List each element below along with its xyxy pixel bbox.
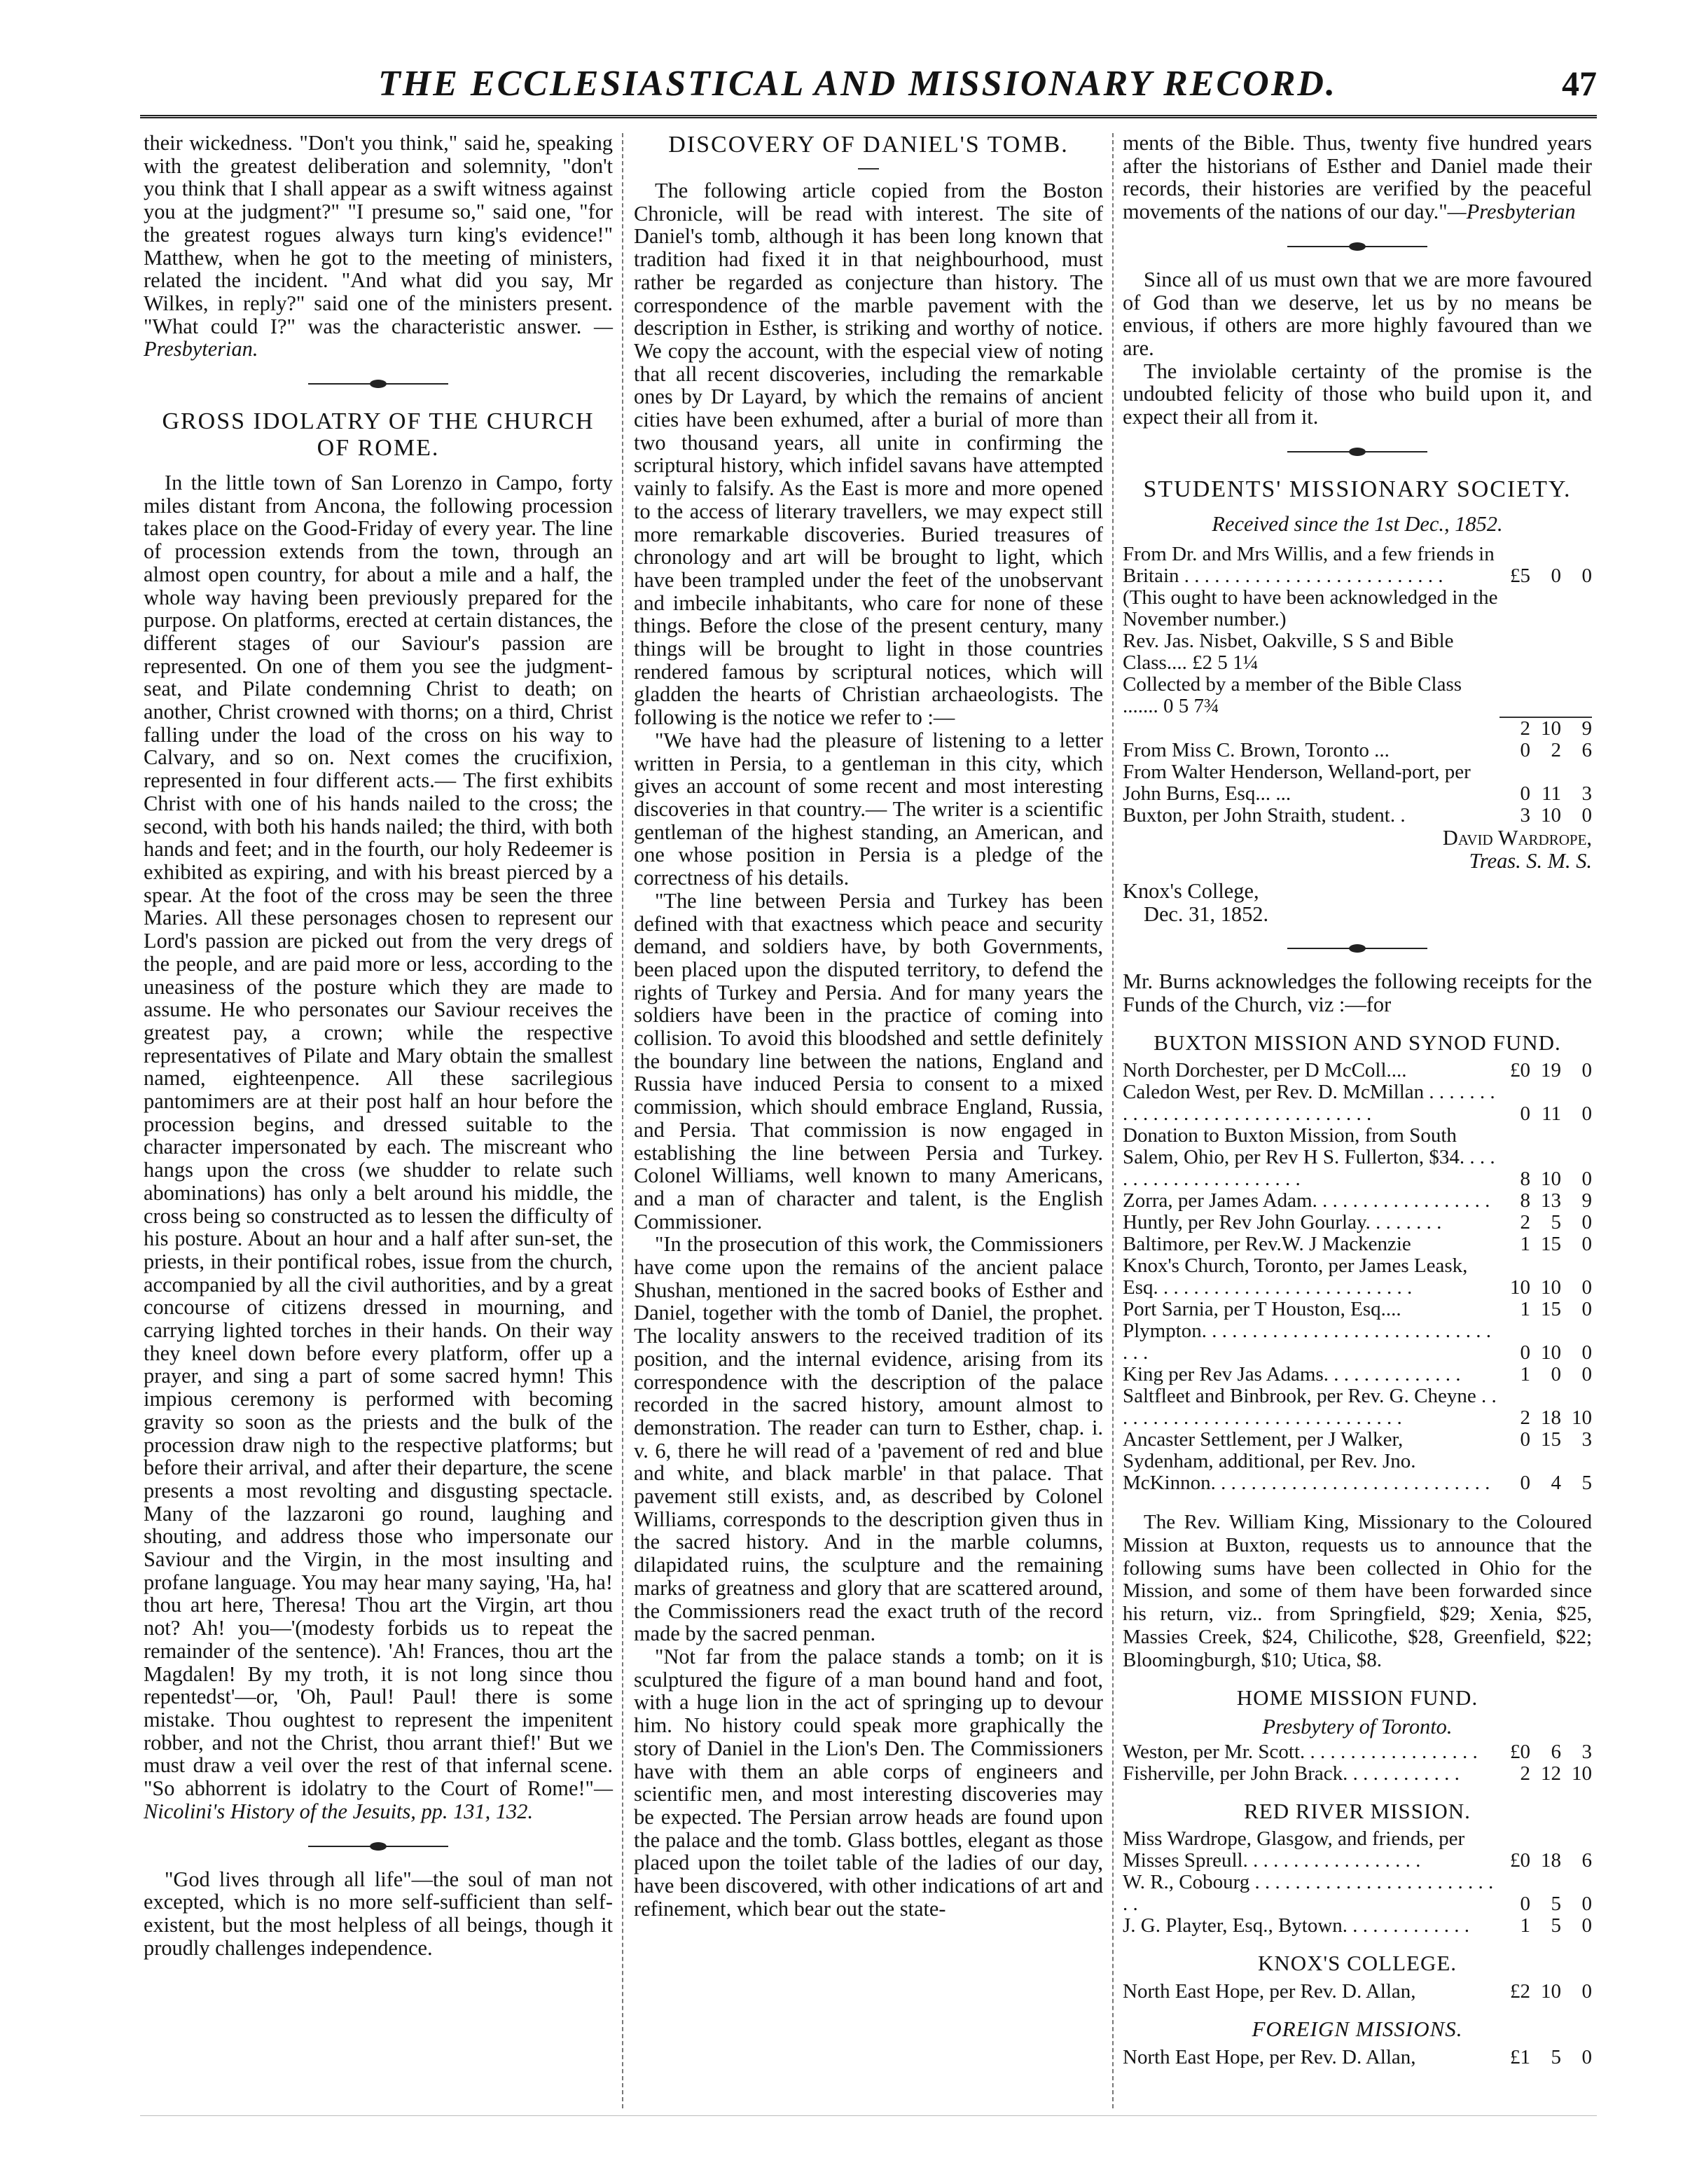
table-row xyxy=(1123,1081,1592,1125)
section-subheading: Presbytery of Toronto. xyxy=(1262,1714,1453,1739)
row-description: (This ought to have been acknowledged in the November number.) xyxy=(1123,586,1498,631)
amount-shillings: 4 xyxy=(1551,1472,1561,1495)
table-row xyxy=(1123,1320,1592,1364)
amount-shillings: 10 xyxy=(1530,717,1561,740)
row-description: Collected by a member of the Bible Class ....... 0 5 7¾ xyxy=(1123,673,1462,718)
amount-shillings: 10 xyxy=(1541,1276,1561,1299)
amount-pounds: 1 xyxy=(1520,1233,1530,1256)
section-heading: BUXTON MISSION AND SYNOD FUND. xyxy=(1154,1030,1561,1055)
row-description: Ancaster Settlement, per J Walker, xyxy=(1123,1428,1404,1451)
amount-shillings: 10 xyxy=(1541,1980,1561,2003)
paragraph: The inviolable certainty of the promise is the undoubted felicity of those who build upon it, and expect their all from it. xyxy=(1123,359,1592,429)
amount-pence: 0 xyxy=(1581,1298,1592,1321)
amount-shillings: 19 xyxy=(1541,1059,1561,1082)
table-row xyxy=(1123,1255,1592,1299)
receipts-table xyxy=(1123,1741,1592,1785)
row-description: Weston, per Mr. Scott. . . . . . . . . . . . . . . . . . xyxy=(1123,1740,1478,1763)
paragraph xyxy=(1123,132,1592,223)
row-description: King per Rev Jas Adams. . . . . . . . . . . . . . xyxy=(1123,1363,1461,1386)
amount-shillings: 13 xyxy=(1541,1189,1561,1212)
section-heading: HOME MISSION FUND. xyxy=(1236,1685,1478,1710)
short-rule xyxy=(858,168,879,170)
paragraph-text: ments of the Bible. Thus, twenty five hundred years after the historians of Esther and Daniel made their records, their histories are verified by the peaceful movements of the nations of our day." xyxy=(1123,131,1592,224)
amount-shillings xyxy=(1530,630,1561,674)
amount-pounds: 2 xyxy=(1520,1407,1530,1430)
amount-shillings xyxy=(1530,587,1561,630)
amount-shillings: 15 xyxy=(1541,1428,1561,1451)
amount-pounds: £5 xyxy=(1510,565,1530,588)
column-2 xyxy=(634,132,1103,1920)
amount-pence: 10 xyxy=(1572,1762,1592,1785)
amount-pence: 5 xyxy=(1581,1472,1592,1495)
row-description: North East Hope, per Rev. D. Allan, xyxy=(1123,2045,1416,2068)
section-heading: FOREIGN MISSIONS. xyxy=(1252,2017,1463,2042)
amount-pounds: £0 xyxy=(1510,1059,1530,1082)
signature-title: Treas. S. M. S. xyxy=(1469,849,1592,873)
amount-shillings: 11 xyxy=(1542,1103,1561,1126)
row-description: Knox's Church, Toronto, per James Leask, Esq. . . . . . . . . . . . . . . . . . . . . . . . . . xyxy=(1123,1255,1468,1299)
column-divider-1 xyxy=(622,133,623,2108)
amount-shillings: 2 xyxy=(1551,739,1561,762)
amount-pounds xyxy=(1499,674,1530,717)
amount-pence: 10 xyxy=(1572,1407,1592,1430)
amount-shillings: 18 xyxy=(1541,1849,1561,1872)
row-description: J. G. Playter, Esq., Bytown. . . . . . . . . . . . . xyxy=(1123,1914,1470,1937)
table-row xyxy=(1123,544,1592,587)
amount-pounds: 0 xyxy=(1520,1341,1530,1364)
row-description: Donation to Buxton Mission, from South Salem, Ohio, per Rev H S. Fullerton, $34. . . . . . . . . . . . . . . . . . . . . . xyxy=(1123,1124,1495,1191)
table-row xyxy=(1123,674,1592,717)
amount-pence xyxy=(1561,674,1592,717)
paragraph: "Not far from the palace stands a tomb; on it is sculptured the figure of a man bound hand and foot, with a huge lion in the act of springing up to devour him. No history could speak more graphically the story of Daniel in the Lion's Den. The Commissioners have with them an able corps of engineers and scientific men, and most interesting discoveries may be expected. The Persian arrow heads are found upon the palace and the tomb. Glass bottles, elegant as those placed upon the toilet table of the ladies of our day, have been discovered, with other indications of art and refinement, which bear out the state- xyxy=(634,1645,1103,1921)
ornament-divider-icon xyxy=(308,1841,448,1851)
row-description: Rev. Jas. Nisbet, Oakville, S S and Bible Class.... £2 5 1¼ xyxy=(1123,630,1454,675)
table-row xyxy=(1123,630,1592,674)
column-1 xyxy=(144,132,613,1959)
amount-pence xyxy=(1561,587,1592,630)
receipts-table xyxy=(1123,1981,1592,2003)
section-heading: STUDENTS' MISSIONARY SOCIETY. xyxy=(1143,476,1572,502)
amount-shillings: 11 xyxy=(1542,782,1561,806)
amount-pounds: 2 xyxy=(1520,1211,1530,1234)
table-row xyxy=(1123,717,1592,740)
amount-pounds: 8 xyxy=(1520,1189,1530,1212)
amount-pounds: 1 xyxy=(1520,1914,1530,1937)
source-citation: —Presbyterian xyxy=(1447,200,1576,224)
amount-pence: 3 xyxy=(1581,1428,1592,1451)
amount-pounds: 8 xyxy=(1520,1168,1530,1191)
bottom-rule xyxy=(140,2115,1597,2116)
amount-shillings: 10 xyxy=(1541,1168,1561,1191)
header-rule xyxy=(140,115,1597,118)
amount-pence: 6 xyxy=(1581,739,1592,762)
row-description: North East Hope, per Rev. D. Allan, xyxy=(1123,1980,1416,2003)
paragraph: "The line between Persia and Turkey has been defined with that exactness which peace and security demand, and soldiers have, by both Governments, been placed upon the disputed territory, to defend the rights of Turkey and Persia. And for many years the soldiers have been in the practice of coming into collision. To avoid this bloodshed and settle definitely the boundary line between the nations, England and Russia have induced Persia to consent to a mixed commission, which should embrace England, Russia, and Persia. That commission is now engaged in establishing the line between Persia and Turkey. Colonel Williams, well known to many Americans, and a man of character and talent, is the English Commissioner. xyxy=(634,888,1103,1233)
amount-pence: 0 xyxy=(1581,1276,1592,1299)
row-description: Caledon West, per Rev. D. McMillan . . . . . . . . . . . . . . . . . . . . . . . . . . . . . . . . xyxy=(1123,1081,1495,1126)
amount-pounds: 0 xyxy=(1520,1472,1530,1495)
amount-shillings: 15 xyxy=(1541,1298,1561,1321)
amount-shillings: 12 xyxy=(1541,1762,1561,1785)
amount-shillings xyxy=(1530,674,1561,717)
amount-pence: 9 xyxy=(1581,1189,1592,1212)
amount-pence xyxy=(1561,630,1592,674)
paragraph-text: their wickedness. "Don't you think," said he, speaking with the greatest deliberation and solemnity, "don't you think that I shall appear as a swift witness against you at the judgment?" "I presume so," said one, "for the greatest rogues always turn king's evidence!" Matthew, when he got to the meeting of ministers, related the incident. "And what did you say, Mr Wilkes, in reply?" said one of the ministers present. "What could I?" was the characteristic answer. xyxy=(144,131,613,338)
amount-shillings: 5 xyxy=(1551,1914,1561,1937)
amount-pounds: £2 xyxy=(1510,1980,1530,2003)
amount-pence: 0 xyxy=(1581,1914,1592,1937)
amount-pence: 0 xyxy=(1581,1233,1592,1256)
amount-pence: 0 xyxy=(1581,1103,1592,1126)
row-description: Port Sarnia, per T Houston, Esq.... xyxy=(1123,1298,1401,1321)
row-description: Baltimore, per Rev.W. J Mackenzie xyxy=(1123,1233,1411,1256)
amount-pounds xyxy=(1499,630,1530,674)
column-3 xyxy=(1123,132,1592,2068)
amount-pounds: 10 xyxy=(1510,1276,1530,1299)
amount-pence: 0 xyxy=(1581,1059,1592,1082)
receipts-table xyxy=(1123,1060,1592,1494)
amount-pence: 0 xyxy=(1581,1363,1592,1386)
amount-shillings: 18 xyxy=(1541,1407,1561,1430)
ornament-divider-icon xyxy=(308,379,448,389)
row-description: Saltfleet and Binbrook, per Rev. G. Cheyne . . . . . . . . . . . . . . . . . . . . . . . . . . . . . . xyxy=(1123,1385,1497,1430)
amount-pence: 3 xyxy=(1581,1740,1592,1763)
table-row xyxy=(1123,1451,1592,1494)
dateline xyxy=(1123,880,1592,925)
paragraph: "God lives through all life"—the soul of man not excepted, which is no more self-sufficient than self-existent, but the most helpless of all beings, though it proudly challenges independence. xyxy=(144,1867,613,1960)
page-header xyxy=(140,63,1597,119)
ornament-divider-icon xyxy=(1287,944,1427,953)
amount-pounds: 0 xyxy=(1520,1428,1530,1451)
row-description: From Miss C. Brown, Toronto ... xyxy=(1123,739,1390,762)
amount-pence: 3 xyxy=(1581,782,1592,806)
amount-pence: 0 xyxy=(1581,1893,1592,1916)
row-description: From Walter Henderson, Welland-port, per John Burns, Esq... ... xyxy=(1123,761,1471,806)
row-description xyxy=(1123,717,1499,740)
receipts-table xyxy=(1123,1828,1592,1937)
amount-shillings: 5 xyxy=(1551,1211,1561,1234)
row-description: Plympton. . . . . . . . . . . . . . . . . . . . . . . . . . . . . . . . xyxy=(1123,1320,1492,1364)
table-row xyxy=(1123,740,1592,761)
table-row xyxy=(1123,587,1592,630)
receipts-table xyxy=(1123,2047,1592,2068)
row-description: Huntly, per Rev John Gourlay. . . . . . . . xyxy=(1123,1211,1442,1234)
table-row xyxy=(1123,1981,1592,2003)
source-citation: —Presbyterian. xyxy=(144,314,613,361)
table-row xyxy=(1123,1385,1592,1429)
table-row xyxy=(1123,805,1592,827)
amount-pence: 0 xyxy=(1581,1341,1592,1364)
running-title: THE ECCLESIASTICAL AND MISSIONARY RECORD. xyxy=(378,64,1337,104)
amount-pence: 0 xyxy=(1581,1168,1592,1191)
amount-pence: 0 xyxy=(1581,1980,1592,2003)
ornament-divider-icon xyxy=(1287,242,1427,251)
amount-pounds: £1 xyxy=(1510,2045,1530,2068)
paragraph: Mr. Burns acknowledges the following receipts for the Funds of the Church, viz :—for xyxy=(1123,969,1592,1016)
table-row xyxy=(1123,1364,1592,1385)
row-description: W. R., Cobourg . . . . . . . . . . . . . . . . . . . . . . . . . . xyxy=(1123,1871,1494,1916)
table-row xyxy=(1123,1233,1592,1255)
amount-shillings: 15 xyxy=(1541,1233,1561,1256)
paragraph: "We have had the pleasure of listening to a letter written in Persia, to a gentleman in this city, which gives an account of some recent and most interesting discoveries in that country.— The writer is a scientific gentleman of the highest standing, an American, and one whose position in Persia is a pledge of the correctness of his details. xyxy=(634,728,1103,890)
amount-pounds: 2 xyxy=(1499,717,1530,740)
table-row xyxy=(1123,1763,1592,1785)
table-row xyxy=(1123,1060,1592,1081)
amount-pence: 6 xyxy=(1581,1849,1592,1872)
table-row xyxy=(1123,1299,1592,1320)
row-description: Buxton, per John Straith, student. . xyxy=(1123,804,1406,827)
amount-pounds: 1 xyxy=(1520,1298,1530,1321)
amount-pounds: £0 xyxy=(1510,1740,1530,1763)
paragraph xyxy=(144,471,613,1823)
amount-pounds: 0 xyxy=(1520,782,1530,806)
table-row xyxy=(1123,761,1592,805)
row-description: North Dorchester, per D McColl.... xyxy=(1123,1059,1407,1082)
amount-pounds: 3 xyxy=(1520,804,1530,827)
column-divider-2 xyxy=(1112,133,1114,2108)
paragraph-text: In the little town of San Lorenzo in Campo, forty miles distant from Ancona, the following procession takes place on the Good-Friday of every year. The line of procession extends from the town, through an almost open country, for about a mile and a half, the whole way having been previously prepared for the purpose. On platforms, erected at certain distances, the different stages of our Saviour's passion are represented. On one of them you see the judgment-seat, and Pilate condemning Christ to death; on another, Christ crowned with thorns; on a third, Christ falling under the load of the cross on his way to Calvary, and so on. Next comes the crucifixion, represented in four different acts.— The first exhibits Christ with one of his hands nailed to the cross; the second, with both his hands nailed; the third, with both hands and feet; and in the fourth, our holy Redeemer is exhibited as expiring, and with his breast pierced by a spear. At the foot of the cross may be seen the three Maries. All these personages chosen to represent our Lord's passion are picked out from the very dregs of the people, and are paid more or less, according to the uneasiness of the posture which they are made to assume. He who personates our Saviour receives the greatest pay, a crown; while the respective representatives of Pilate and Mary obtain the smallest named, eighteenpence. All these sacrilegious pantomimers are at their post half an hour before the procession begins, and dressed suitable to the character impersonated by each. The miscreant who hangs upon the cross (we shudder to relate such abominations) has only a belt around his middle, the cross being so constructed as to lessen the difficulty of his posture. About an hour and a half after sun-set, the priests, in their pontifical robes, issue from the church, accompanied by all the civil authorities, and by a great concourse of citizens dressed in mourning, and carrying lighted torches in their hands. On their way they kneel down before every platform, offer up a prayer, and sing a part of some sacred hymn! This impious ceremony is performed with becoming gravity so soon as the priests and the bulk of the procession draw nigh to the respective platforms; but before their arrival, and after their departure, the scene presents a most revolting and disgusting spectacle. Many of the lazzaroni go round, laughing and shouting, and address those who impersonate our Saviour and the Virgin, in the most insulting and profane language. You may hear many saying, 'Ha, ha! thou art here, Theresa! Thou art the Virgin, art thou not? Ah! you—'(modesty forbids us to repeat the remainder of the sentence). 'Ah! Frances, thou art the Magdalen! By my troth, it is not long since thou repentedst'—or, 'Oh, Paul! Paul! there is some mistake. Thou oughtest to represent the impenitent robber, and not the Christ, thou arrant thief!' But we must draw a veil over the rest of that infernal scene. "So abhorrent is idolatry to the Court of Rome!" xyxy=(144,471,613,1801)
table-row xyxy=(1123,1212,1592,1233)
amount-pounds: 0 xyxy=(1520,739,1530,762)
table-row xyxy=(1123,1190,1592,1212)
article-heading: GROSS IDOLATRY OF THE CHURCH OF ROME. xyxy=(162,408,595,462)
table-row xyxy=(1123,1429,1592,1451)
signature: David Wardrope, xyxy=(1442,826,1592,850)
amount-shillings: 5 xyxy=(1551,2045,1561,2068)
amount-shillings: 6 xyxy=(1551,1740,1561,1763)
section-heading: RED RIVER MISSION. xyxy=(1244,1798,1471,1823)
table-row xyxy=(1123,1872,1592,1915)
row-description: Zorra, per James Adam. . . . . . . . . . . . . . . . . . xyxy=(1123,1189,1490,1212)
amount-pence: 0 xyxy=(1581,804,1592,827)
amount-pounds xyxy=(1499,587,1530,630)
section-subheading: Received since the 1st Dec., 1852. xyxy=(1212,511,1503,536)
article-heading: DISCOVERY OF DANIEL'S TOMB. xyxy=(668,132,1069,158)
dateline-place: Knox's College, xyxy=(1123,878,1259,903)
row-description: Miss Wardrope, Glasgow, and friends, per Misses Spreull. . . . . . . . . . . . . . . . . . xyxy=(1123,1827,1465,1872)
amount-pounds: 2 xyxy=(1520,1762,1530,1785)
dateline-date: Dec. 31, 1852. xyxy=(1144,901,1269,926)
amount-shillings: 0 xyxy=(1551,565,1561,588)
amount-shillings: 10 xyxy=(1541,804,1561,827)
amount-pence: 0 xyxy=(1581,2045,1592,2068)
paragraph xyxy=(144,132,613,361)
amount-shillings: 0 xyxy=(1551,1363,1561,1386)
source-citation: —Nicolini's History of the Jesuits, pp. 131, 132. xyxy=(144,1776,613,1823)
page-number: 47 xyxy=(1562,64,1597,103)
amount-pence: 0 xyxy=(1581,1211,1592,1234)
amount-pence: 0 xyxy=(1581,565,1592,588)
receipts-table xyxy=(1123,544,1592,827)
paragraph: The following article copied from the Boston Chronicle, will be read with interest. The site of Daniel's tomb, although it has been long known that tradition had fixed it in that neighbourhood, must rather be regarded as conjecture than history. The correspondence of the marble pavement with the description in Esther, is striking and worthy of notice. We copy the account, with the especial view of noting that all recent discoveries, including the remarkable ones by Dr Layard, by which the remains of ancient cities have been exhumed, after a burial of more than two thousand years, all unite in confirming the scriptural history, which infidel savans have attempted vainly to falsify. As the East is more and more opened to the access of literary travellers, we may expect still more remarkable discoveries. Buried treasures of chronology and art will be brought to light, which have been trampled under the feet of the unobservant and imbecile inhabitants, who care for none of these things. Before the close of the present century, many things will be brought to light in those countries rendered famous by scriptural notices, which will gladden the hearts of Christian archaeologists. The following is the notice we refer to :— xyxy=(634,179,1103,730)
row-description: Sydenham, additional, per Rev. Jno. McKinnon. . . . . . . . . . . . . . . . . . . . . . . . . . . . xyxy=(1123,1450,1490,1495)
amount-pounds: 0 xyxy=(1520,1893,1530,1916)
amount-pounds: 0 xyxy=(1520,1103,1530,1126)
amount-shillings: 5 xyxy=(1551,1893,1561,1916)
amount-pounds: £0 xyxy=(1510,1849,1530,1872)
paragraph: The Rev. William King, Missionary to the Coloured Mission at Buxton, requests us to announce that the following sums have been collected in Ohio for the Mission, and some of them have been forwarded since his return, viz.. from Springfield, $29; Xenia, $25, Massies Creek, $24, Chilicothe, $28, Greenfield, $22; Bloomingburgh, $10; Utica, $8. xyxy=(1123,1511,1592,1671)
paragraph: "In the prosecution of this work, the Commissioners have come upon the remains of the ancient palace Shushan, mentioned in the sacred books of Esther and Daniel, together with the tomb of Daniel, the prophet. The locality answers to the received tradition of its position, and the internal evidence, arising from its correspondence with the description of the palace recorded in the sacred history, amount almost to demonstration. The reader can turn to Esther, chap. i. v. 6, there he will read of a 'pavement of red and blue and white, and black marble' in that palace. That pavement still exists, and, as described by Colonel Williams, corresponds to the description given thus in the sacred history. And in the marble columns, dilapidated ruins, the sculpture and the remaining marks of greatness and glory that are scattered around, the Commissioners read the exact truth of the record made by the sacred penman. xyxy=(634,1232,1103,1646)
table-row xyxy=(1123,2047,1592,2068)
table-row xyxy=(1123,1828,1592,1872)
table-row xyxy=(1123,1125,1592,1190)
section-heading: KNOX'S COLLEGE. xyxy=(1257,1951,1457,1976)
amount-pence: 9 xyxy=(1561,717,1592,740)
paragraph: Since all of us must own that we are more favoured of God than we deserve, let us by no means be envious, if others are more highly favoured than we are. xyxy=(1123,267,1592,360)
table-row xyxy=(1123,1741,1592,1763)
table-row xyxy=(1123,1915,1592,1937)
ornament-divider-icon xyxy=(1287,447,1427,457)
row-description: From Dr. and Mrs Willis, and a few friends in Britain . . . . . . . . . . . . . . . . . . . . . . . . . . xyxy=(1123,543,1495,588)
amount-shillings: 10 xyxy=(1541,1341,1561,1364)
amount-pounds: 1 xyxy=(1520,1363,1530,1386)
row-description: Fisherville, per John Brack. . . . . . . . . . . . xyxy=(1123,1762,1460,1785)
